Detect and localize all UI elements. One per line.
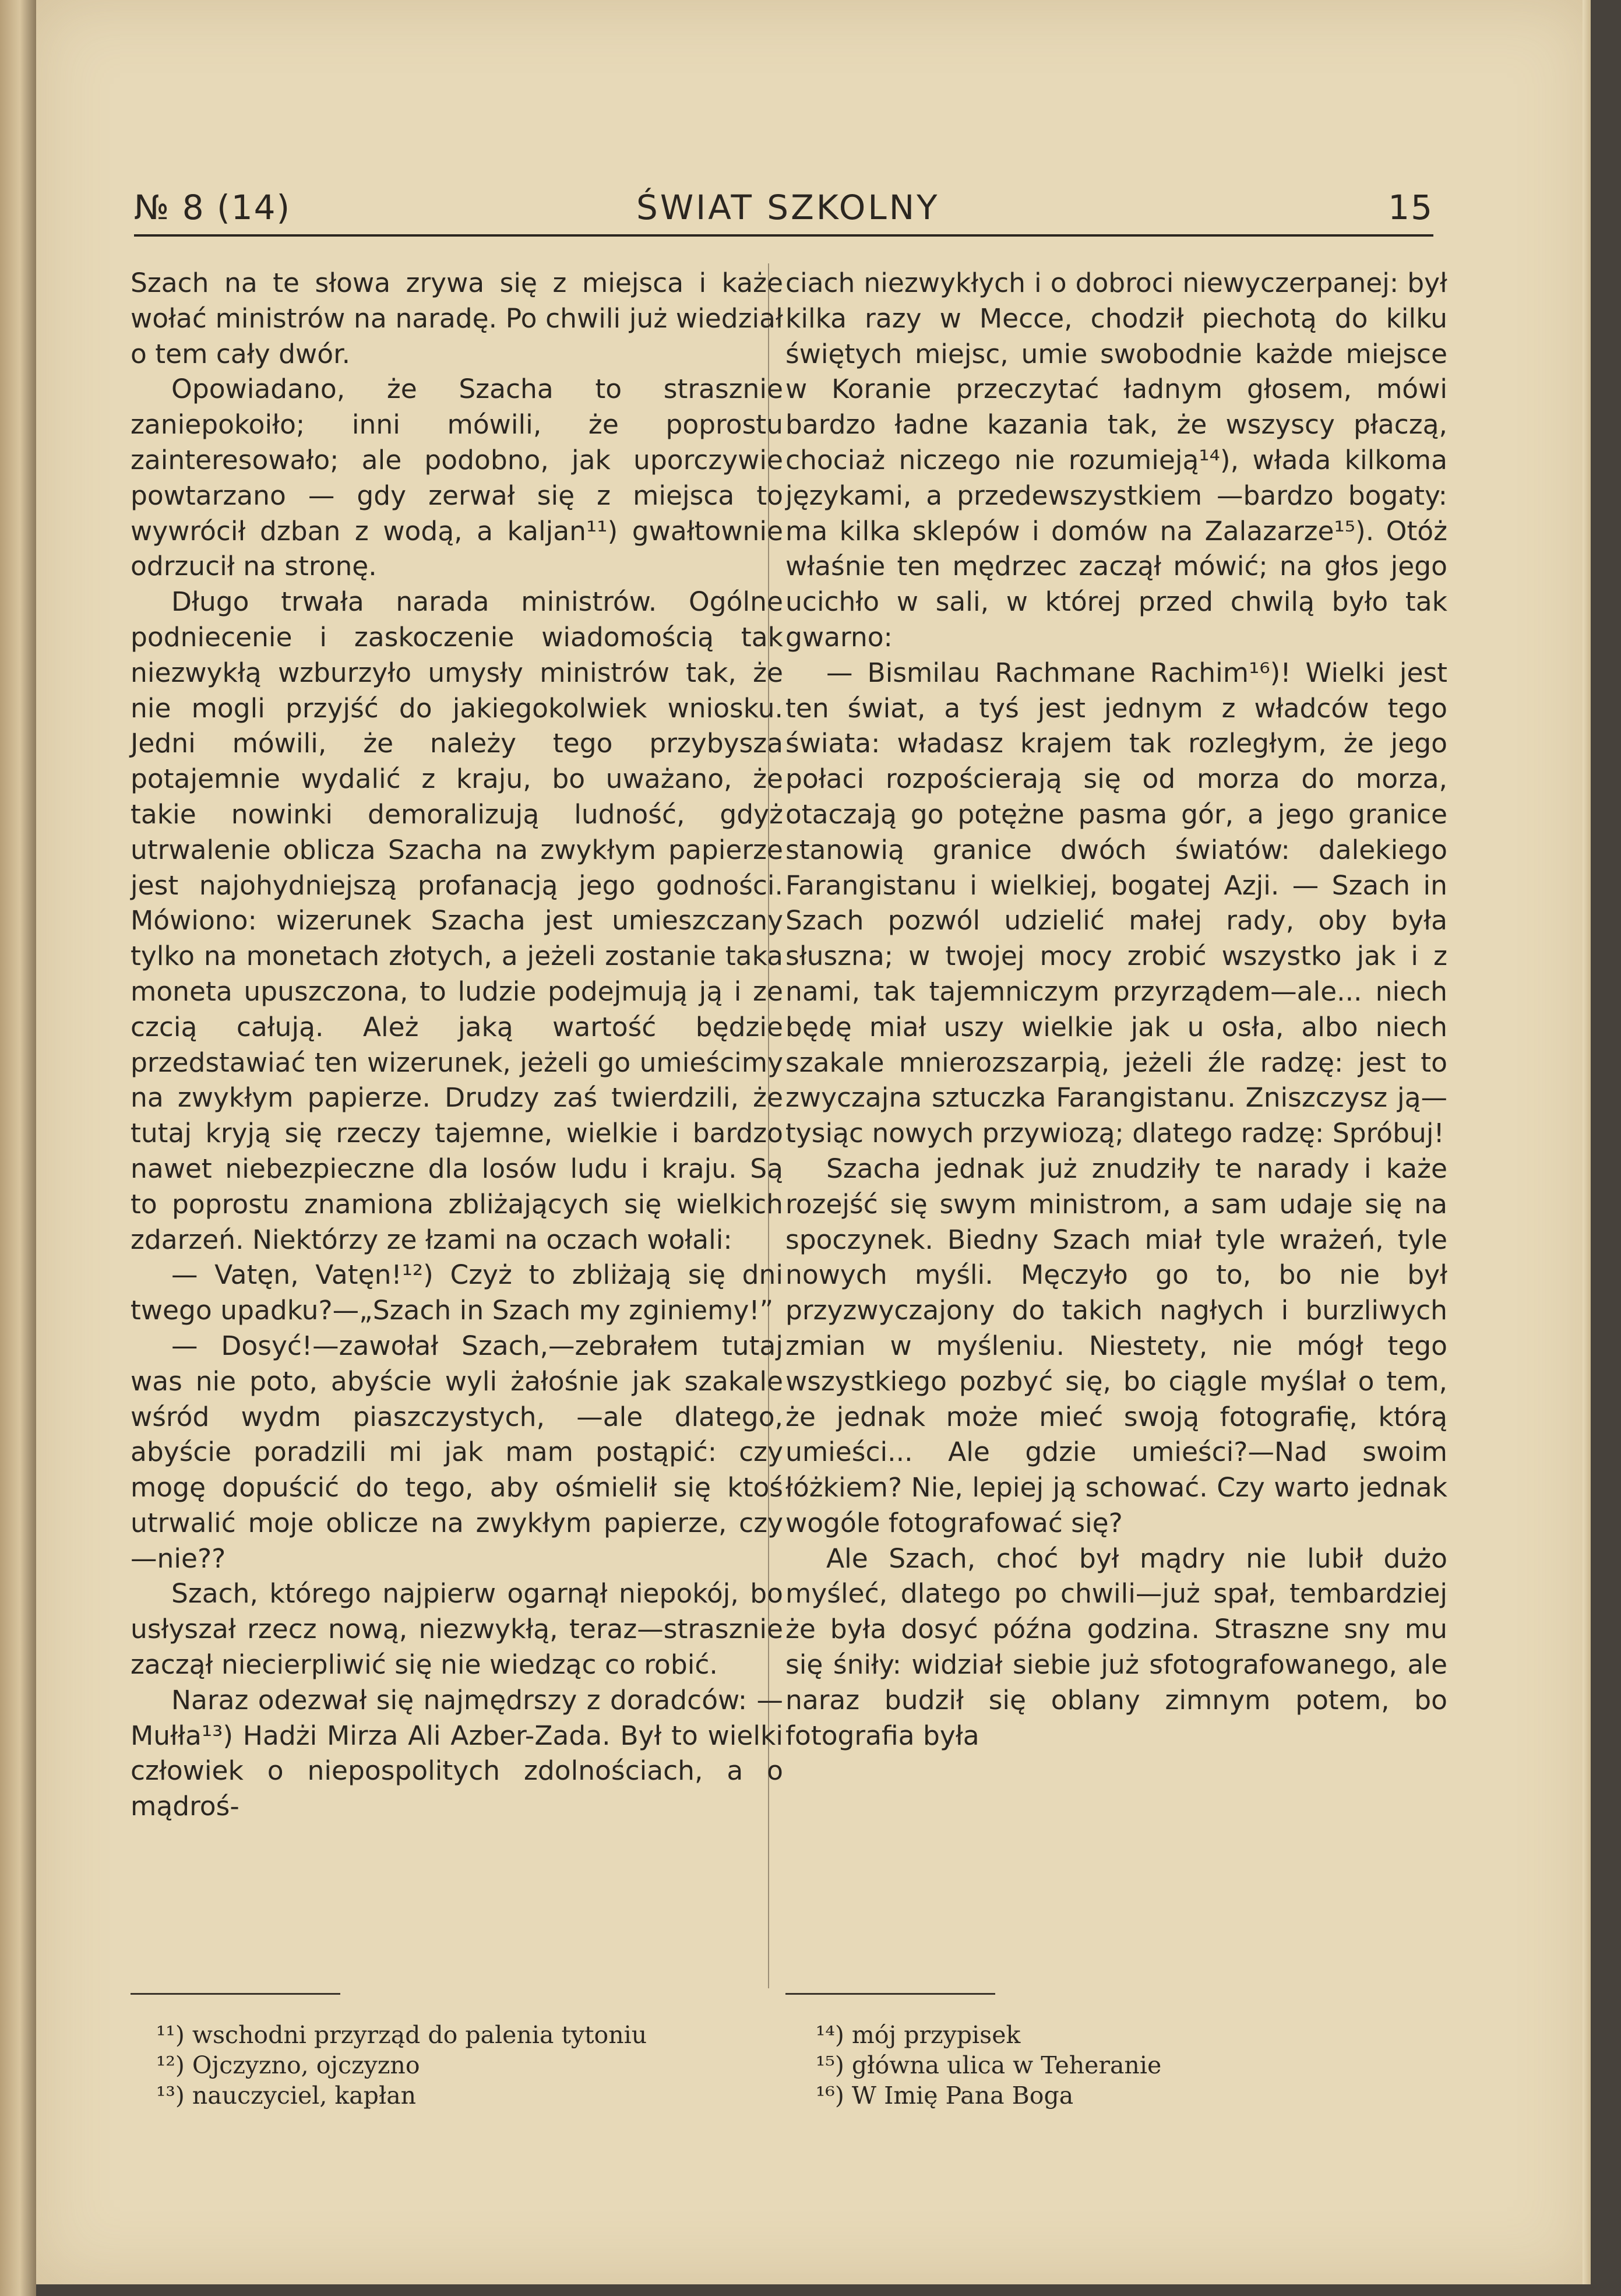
left-column [131,266,783,1825]
paragraph: Naraz odezwał się najmędrszy z doradców: — Mułła¹³) Hadżi Mirza Ali Azber-Zada. Był to wielki człowiek o niepospolitych zdolnościach, a o mądroś- [131,1684,783,1822]
magazine-title: ŚWIAT SZKOLNY [636,188,940,227]
header-rule [134,234,1433,237]
right-column [785,266,1447,1753]
footnote: ¹²) Ojczyzno, ojczyzno [156,2051,420,2079]
previous-page-edge [0,0,36,2296]
footnote: ¹³) nauczyciel, kapłan [156,2082,417,2110]
footnote: ¹⁶) W Imię Pana Boga [816,2082,1074,2110]
column-divider [768,263,769,1988]
running-header [134,188,1433,234]
page-number: 15 [1388,188,1433,227]
page-edge [1583,0,1591,2284]
paragraph: Opowiadano, że Szacha to strasznie zaniepokoiło; inni mówili, że poprostu zainteresowało; ale podobno, jak uporczywie powtarzano — gdy zerwał się z miejsca to wywrócił dzban z wodą, a kaljan¹¹) gwałtownie odrzucił na stronę. [131,374,783,582]
paragraph: — Bismilau Rachmane Rachim¹⁶)! Wielki jest ten świat, a tyś jest jednym z władców tego świata: władasz krajem tak rozległym, że jego połaci rozpościerają się od morza do morza, otaczają go potężne pasma gór, a jego granice stanowią granice dwóch światów: dalekiego Farangistanu i wielkiej, bogatej Azji. — Szach in Szach pozwól udzielić małej rady, oby była słuszna; w twojej mocy zrobić wszystko jak i z nami, tak tajemniczym przyrządem—ale... niech będę miał uszy wielkie jak u osła, albo niech szakale mnierozszarpią, jeżeli źle radzę: jest to zwyczajna sztuczka Farangistanu. Zniszczysz ją—tysiąc nowych przywiozą; dlatego radzę: Spróbuj! [785,657,1447,1149]
paragraph: Ale Szach, choć był mądry nie lubił dużo myśleć, dlatego po chwili—już spał, tembardziej że była dosyć późna godzina. Straszne sny mu się śniły: widział siebie już sfotografowanego, ale naraz budził się oblany zimnym potem, bo fotografia była [785,1543,1447,1751]
footnote-rule-right [785,1993,995,1995]
paragraph: — Dosyć!—zawołał Szach,—zebrałem tutaj was nie poto, abyście wyli żałośnie jak szakale wśród wydm piaszczystych, —ale dlatego, abyście poradzili mi jak mam postąpić: czy mogę dopuścić do tego, aby ośmielił się ktoś utrwalić moje oblicze na zwykłym papierze, czy—nie?? [131,1330,783,1574]
footnote-rule-left [131,1993,340,1995]
footnote: ¹⁴) mój przypisek [816,2021,1021,2049]
paragraph: Szach, którego najpierw ogarnął niepokój, bo usłyszał rzecz nową, niezwykłą, teraz—strasznie zaczął niecierpliwić się nie wiedząc co robić. [131,1578,783,1681]
footnotes-right [816,2020,1161,2111]
paragraph: Szacha jednak już znudziły te narady i każe rozejść się swym ministrom, a sam udaje się na spoczynek. Biedny Szach miał tyle wrażeń, tyle nowych myśli. Męczyło go to, bo nie był przyzwyczajony do takich nagłych i burzliwych zmian w myśleniu. Niestety, nie mógł tego wszystkiego pozbyć się, bo ciągle myślał o tem, że jednak może mieć swoją fotografię, którą umieści... Ale gdzie umieści?—Nad swoim łóżkiem? Nie, lepiej ją schować. Czy warto jednak wogóle fotografować się? [785,1153,1447,1538]
footnote: ¹¹) wschodni przyrząd do palenia tytoniu [156,2021,647,2049]
issue-number: № 8 (14) [134,188,291,227]
footnotes-left [156,2020,647,2111]
paragraph: Długo trwała narada ministrów. Ogólne podniecenie i zaskoczenie wiadomością tak niezwykłą wzburzyło umysły ministrów tak, że nie mogli przyjść do jakiegokolwiek wniosku. Jedni mówili, że należy tego przybysza potajemnie wydalić z kraju, bo uważano, że takie nowinki demoralizują ludność, gdyż utrwalenie oblicza Szacha na zwykłym papierze jest najohydniejszą profanacją jego godności. Mówiono: wizerunek Szacha jest umieszczany tylko na monetach złotych, a jeżeli zostanie taka moneta upuszczona, to ludzie podejmują ją i ze czcią całują. Ależ jaką wartość będzie przedstawiać ten wizerunek, jeżeli go umieścimy na zwykłym papierze. Drudzy zaś twierdzili, że tutaj kryją się rzeczy tajemne, wielkie i bardzo nawet niebezpieczne dla losów ludu i kraju. Są to poprostu znamiona zbliżających się wielkich zdarzeń. Niektórzy ze łzami na oczach wołali: [131,586,783,1255]
paragraph: — Vatęn, Vatęn!¹²) Czyż to zbliżają się dni twego upadku?—„Szach in Szach my zginiemy!” [131,1259,783,1326]
footnote: ¹⁵) główna ulica w Teheranie [816,2051,1162,2079]
paragraph: Szach na te słowa zrywa się z miejsca i każe wołać ministrów na naradę. Po chwili już wiedział o tem cały dwór. [131,267,783,369]
paragraph: ciach niezwykłych i o dobroci niewyczerpanej: był kilka razy w Mecce, chodził piechotą do kilku świętych miejsc, umie swobodnie każde miejsce w Koranie przeczytać ładnym głosem, mówi bardzo ładne kazania tak, że wszyscy płaczą, chociaż niczego nie rozumieją¹⁴), włada kilkoma językami, a przedewszystkiem —bardzo bogaty: ma kilka sklepów i domów na Zalazarze¹⁵). Otóż właśnie ten mędrzec zaczął mówić; na głos jego ucichło w sali, w której przed chwilą było tak gwarno: [785,267,1447,653]
